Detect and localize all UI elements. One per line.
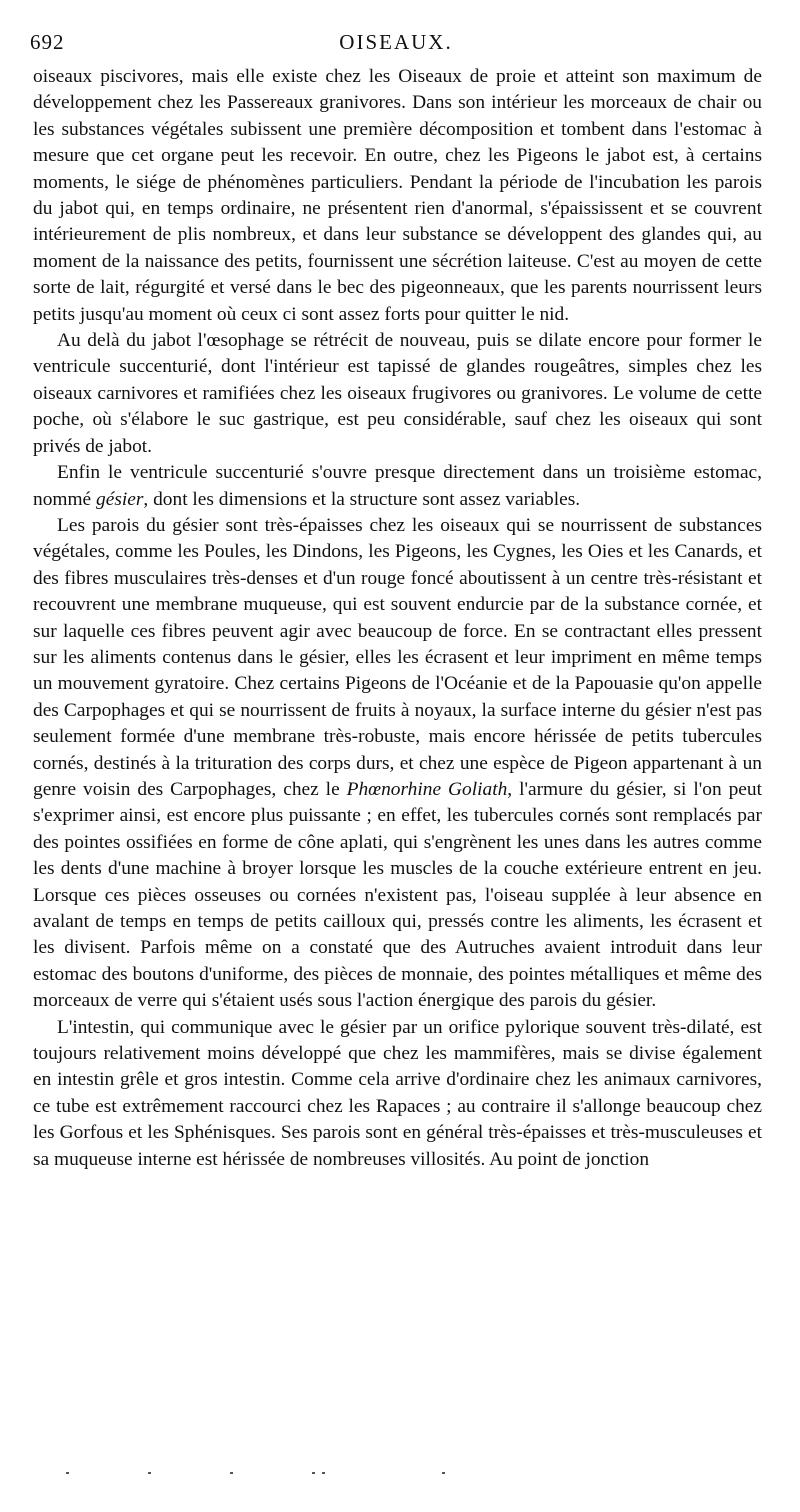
italic-species-name: Phœnorhine Goliath [346,778,508,800]
italic-term: gésier [96,488,144,510]
page-number: 692 [30,30,65,54]
paragraph-text: , dont les dimensions et la structure sont assez variables. [143,488,581,510]
scan-speck [442,1472,445,1474]
paragraph-ventricule: Au delà du jabot l'œsophage se rétrécit de nouveau, puis se dilate encore pour former le ventricule succenturié, dont l'intérieur est tapissé de glandes rougeâtres, simples chez les oiseaux carnivores et ramifiées chez les oiseaux frugivores ou granivores. Le volume de cette poche, où s'élabore le suc gastrique, est peu considérable, sauf chez les oiseaux qui sont privés de jabot. [33,330,762,457]
scan-speck [230,1472,233,1474]
scan-speck [148,1472,151,1474]
paragraph-text: , l'armure du gésier, si l'on peut s'exprimer ainsi, est encore plus puissante ; en effet, les tubercules cornés sont remplacés par des pointes ossifiées en forme de cône aplati, qui s'engrènent les unes dans les autres comme les dents d'une machine à broyer lorsque les muscles de la couche extérieure entrent en jeu. Lorsque ces pièces osseuses ou cornées n'existent pas, l'oiseau supplée à leur absence en avalant de temps en temps de petits cailloux qui, pressés contre les aliments, les écrasent et les divisent. Parfois même on a constaté que des Autruches avaient introduit dans leur estomac des boutons d'uniforme, des pièces de monnaie, des pointes métalliques et même des morceaux de verre qui s'étaient usés sous l'action énergique des parois du gésier. [33,778,762,1012]
paragraph-jabot: oiseaux piscivores, mais elle existe chez les Oiseaux de proie et atteint son maximum de développement chez les Passereaux granivores. Dans son intérieur les morceaux de chair ou les substances végétales subissent une première décomposition et tombent dans l'estomac à mesure que cet organe peut les recevoir. En outre, chez les Pigeons le jabot est, à certains moments, le siége de phénomènes particuliers. Pendant la période de l'incubation les parois du jabot qui, en temps ordinaire, ne présentent rien d'anormal, s'épaississent et se couvrent intérieurement de plis nombreux, et dans leur substance se développent des glandes qui, au moment de la naissance des petits, fournissent une sécrétion laiteuse. C'est au moyen de cette sorte de lait, régurgité et versé dans le bec des pigeonneaux, que les parents nourrissent leurs petits jusqu'au moment où ceux ci sont assez forts pour quitter le nid. [33,66,762,325]
paragraph-intestin: L'intestin, qui communique avec le gésier par un orifice pylorique souvent très-dilaté, est toujours relativement moins développé que chez les mammifères, mais se divise également en intestin grêle et gros intestin. Comme cela arrive d'ordinaire chez les animaux carnivores, ce tube est extrêmement raccourci chez les Rapaces ; au contraire il s'allonge beaucoup chez les Gorfous et les Sphénisques. Ses parois sont en général très-épaisses et très-musculeuses et sa muqueuse interne est hérissée de nombreuses villosités. Au point de jonction [33,1016,762,1170]
paragraph-text: Enfin le ventricule succenturié s'ouvre presque directement dans un troisième estomac, nommé [33,462,762,510]
scan-speck [66,1472,69,1474]
paragraph-gesier-intro [33,460,762,513]
page-header [30,30,762,60]
running-title: OISEAUX. [339,30,453,54]
body-text [33,64,762,1173]
paragraph-gesier-parois [33,513,762,1015]
scan-specks [60,1472,480,1476]
scan-speck [322,1472,325,1474]
paragraph-text: Les parois du gésier sont très-épaisses chez les oiseaux qui se nourrissent de substances végétales, comme les Poules, les Dindons, les Pigeons, les Cygnes, les Oies et les Canards, et des fibres musculaires très-denses et d'un rouge foncé aboutissent à un centre très-résistant et recouvrent une membrane muqueuse, qui est souvent endurcie par de la substance cornée, et sur laquelle ces fibres peuvent agir avec beaucoup de force. En se contractant elles pressent sur les aliments contenus dans le gésier, elles les écrasent et leur impriment en même temps un mouvement gyratoire. Chez certains Pigeons de l'Océanie et de la Papouasie qu'on appelle des Carpophages et qui se nourrissent de fruits à noyaux, la surface interne du gésier n'est pas seulement formée d'une membrane très-robuste, mais encore hérissée de petits tubercules cornés, destinés à la trituration des corps durs, et chez une espèce de Pigeon appartenant à un genre voisin des Carpophages, chez le [33,514,762,800]
scan-speck [312,1472,315,1474]
